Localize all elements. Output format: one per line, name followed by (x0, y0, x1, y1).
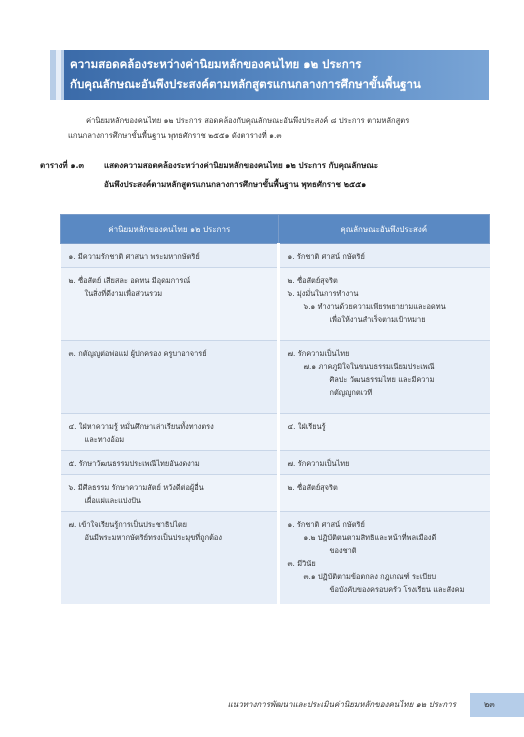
table-caption-line1: แสดงความสอดคล้องระหว่างค่านิยมหลักของคนไทย ๑๒ ประการ กับคุณลักษณะ (104, 161, 379, 170)
core-value-cell: ๔. ใฝ่หาความรู้ หมั่นศึกษาเล่าเรียนทั้งทางตรง และทางอ้อม (61, 414, 279, 451)
values-table (60, 214, 490, 604)
characteristic-cell: ๗. รักความเป็นไทย ๗.๑ ภาคภูมิใจในขนบธรรมเนียมประเพณี ศิลปะ วัฒนธรรมไทย และมีความ กตัญญูกตเวที (278, 341, 490, 414)
characteristic-cell: ๒. ซื่อสัตย์สุจริต (278, 475, 490, 512)
core-value-cell: ๓. กตัญญูต่อพ่อแม่ ผู้ปกครอง ครูบาอาจารย์ (61, 341, 279, 414)
table-caption-number: ตารางที่ ๑.๓ (40, 161, 85, 170)
core-value-cell: ๕. รักษาวัฒนธรรมประเพณีไทยอันงดงาม (61, 451, 279, 475)
core-value-cell: ๑. มีความรักชาติ ศาสนา พระมหากษัตริย์ (61, 244, 279, 268)
table-row (61, 244, 490, 268)
intro-paragraph-line2: แกนกลางการศึกษาขั้นพื้นฐาน พุทธศักราช ๒๕๕๑ ดังตารางที่ ๑.๓ (68, 131, 282, 140)
page-number: ๒๓ (484, 700, 495, 709)
characteristic-cell: ๑. รักชาติ ศาสน์ กษัตริย์ ๑.๒ ปฏิบัติตนตามสิทธิและหน้าที่พลเมืองดี ของชาติ ๓. มีวินัย ๓.๑ ปฏิบัติตามข้อตกลง กฎเกณฑ์ ระเบียบ ข้อบังคับของครอบครัว โรงเรียน และสังคม (278, 512, 490, 605)
core-value-cell: ๒. ซื่อสัตย์ เสียสละ อดทน มีอุดมการณ์ ในสิ่งที่ดีงามเพื่อส่วนรวม (61, 268, 279, 341)
core-value-cell: ๗. เข้าใจเรียนรู้การเป็นประชาธิปไตย อันมีพระมหากษัตริย์ทรงเป็นประมุขที่ถูกต้อง (61, 512, 279, 605)
header-core-values: ค่านิยมหลักของคนไทย ๑๒ ประการ (61, 215, 279, 244)
intro-paragraph-line1: ค่านิยมหลักของคนไทย ๑๒ ประการ สอดคล้องกับคุณลักษณะอันพึงประสงค์ ๘ ประการ ตามหลักสูตร (86, 116, 410, 125)
characteristic-cell: ๒. ซื่อสัตย์สุจริต ๖. มุ่งมั่นในการทำงาน ๖.๑ ทำงานด้วยความเพียรพยายามและอดทน เพื่อให้งานสำเร็จตามเป้าหมาย (278, 268, 490, 341)
table-row (61, 451, 490, 475)
table-header-row (61, 215, 490, 244)
table-row (61, 475, 490, 512)
page-footer (0, 693, 524, 717)
table-row (61, 341, 490, 414)
table-caption-line2: อันพึงประสงค์ตามหลักสูตรแกนกลางการศึกษาขั้นพื้นฐาน พุทธศักราช ๒๕๕๑ (104, 180, 367, 189)
table-row (61, 268, 490, 341)
table-row (61, 512, 490, 605)
core-value-cell: ๖. มีศีลธรรม รักษาความสัตย์ หวังดีต่อผู้อื่น เผื่อแผ่และแบ่งปัน (61, 475, 279, 512)
page-number-tab (470, 693, 524, 717)
footer-title: แนวทางการพัฒนาและประเมินค่านิยมหลักของคนไทย ๑๒ ประการ (227, 700, 456, 709)
characteristic-cell: ๗. รักความเป็นไทย (278, 451, 490, 475)
characteristic-cell: ๑. รักชาติ ศาสน์ กษัตริย์ (278, 244, 490, 268)
banner-title-line2: กับคุณลักษณะอันพึงประสงค์ตามหลักสูตรแกนกลางการศึกษาขั้นพื้นฐาน (70, 77, 421, 91)
characteristic-cell: ๔. ใฝ่เรียนรู้ (278, 414, 490, 451)
banner-decoration-stripe (56, 50, 61, 100)
table-row (61, 414, 490, 451)
header-desired-characteristics: คุณลักษณะอันพึงประสงค์ (278, 215, 490, 244)
banner-title-line1: ความสอดคล้องระหว่างค่านิยมหลักของคนไทย ๑๒ ประการ (70, 57, 362, 71)
